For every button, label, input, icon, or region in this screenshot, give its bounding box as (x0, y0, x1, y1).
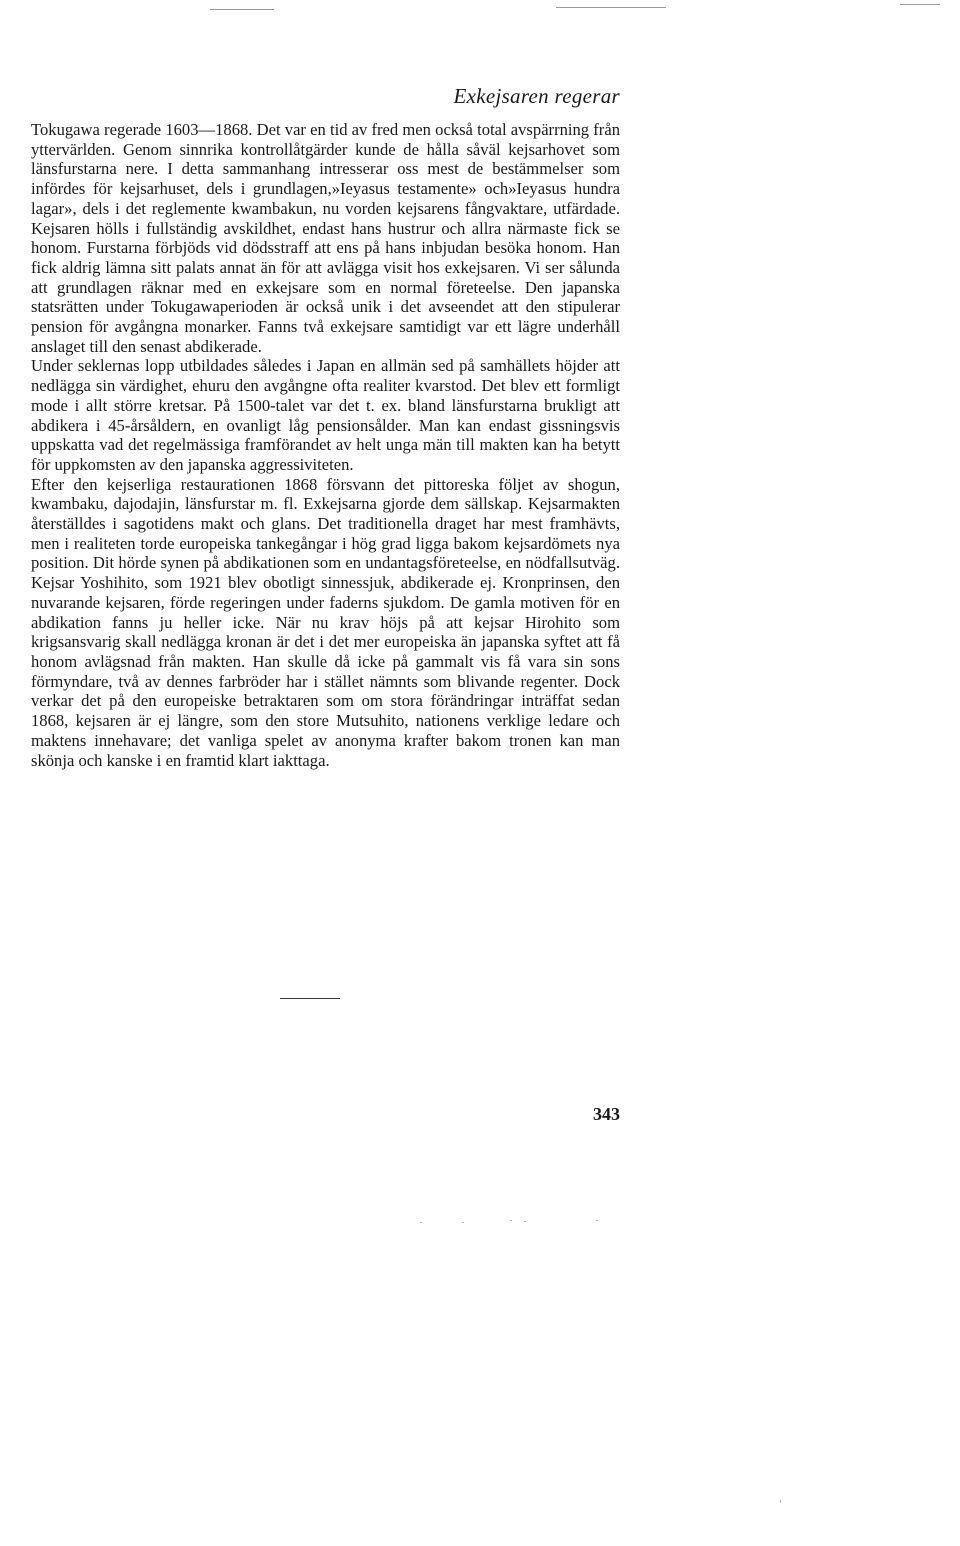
paragraph-3: Efter den kejserliga restaurationen 1868 försvann det pittoreska följet av shogun, kwambaku, dajodajin, länsfurstar m. fl. Exkejsarna gjorde dem sällskap. Kejsarmakten återställdes i sagotidens makt och glans. Det traditionella draget har mest framhävts, men i realiteten torde europeiska tankegångar i hög grad ligga bakom kejsardömets nya position. Dit hörde synen på abdikationen som en undantagsföreteelse, en nödfallsutväg. Kejsar Yoshihito, som 1921 blev obotligt sinnessjuk, abdikerade ej. Kronprinsen, den nuvarande kejsaren, förde regeringen under faderns sjukdom. De gamla motiven för en abdikation fanns ju heller icke. När nu krav höjs på att kejsar Hirohito som krigsansvarig skall nedlägga kronan är det i det mer europeiska än japanska syftet att få honom avlägsnad från makten. Han skulle då icke på gammalt vis få vara sin sons förmyndare, två av dennes farbröder har i stället nämnts som blivande regenter. Dock verkar det på den europeiske betraktaren som om stora förändringar inträffat sedan 1868, kejsaren är ej längre, som den store Mutsuhito, nationens verklige ledare och maktens innehavare; det vanliga spelet av anonyma krafter bakom tronen kan man skönja och kanske i en framtid klart iakttaga. (31, 474, 620, 770)
scan-artifact-top-far-right (900, 4, 940, 5)
page-number: 343 (593, 1104, 620, 1124)
scan-speck (780, 1500, 781, 1503)
paragraph-2: Under seklernas lopp utbildades således i Japan en allmän sed på samhällets höjder att nedlägga sin värdighet, ehuru den avgångne ofta realiter kvarstod. Det blev ett formligt mode i allt större kretsar. På 1500-talet var det t. ex. bland länsfurstarna brukligt att abdikera i 45-årsåldern, en ovanligt låg pensionsålder. Man kan endast gissningsvis uppskatta vad det regelmässiga framförandet av helt unga män till makten kan ha betytt för uppkomsten av den japanska aggressiviteten. (31, 356, 620, 474)
scan-artifact-top-right (556, 7, 666, 8)
paragraph-1: Tokugawa regerade 1603—1868. Det var en tid av fred men också total avspärrning från yttervärlden. Genom sinnrika kontrollåtgärder kunde de hålla såväl kejsarhovet som länsfurstarna nere. I detta sammanhang intresserar oss mest de bestämmelser som infördes för kejsarhuset, dels i grundlagen,»Ieyasus testamente» och»Ieyasus hundra lagar», dels i det reglemente kwambakun, nu vorden kejsarens fångvaktare, utfärdade. Kejsaren hölls i fullständig avskildhet, endast hans hustrur och allra närmaste fick se honom. Furstarna förbjöds vid dödsstraff att ens på hans inbjudan besöka honom. Han fick aldrig lämna sitt palats annat än för att avlägga visit hos exkejsaren. Vi ser sålunda att grundlagen räknar med en exkejsare som en normal företeelse. Den japanska statsrätten under Tokugawaperioden är också unik i det avseendet att den stipulerar pension för avgångna monarker. Fanns två exkejsare samtidigt var ett lägre underhåll anslaget till den senast abdikerade. (31, 120, 620, 356)
scan-speck (596, 1220, 598, 1221)
body-text (31, 120, 620, 770)
running-head: Exkejsaren regerar (453, 84, 620, 108)
scan-artifact-top-left (210, 9, 274, 10)
section-end-rule (280, 998, 340, 999)
scan-speck (462, 1222, 464, 1223)
scan-speck (524, 1221, 526, 1222)
scan-speck (510, 1220, 512, 1221)
scan-speck (420, 1222, 422, 1223)
